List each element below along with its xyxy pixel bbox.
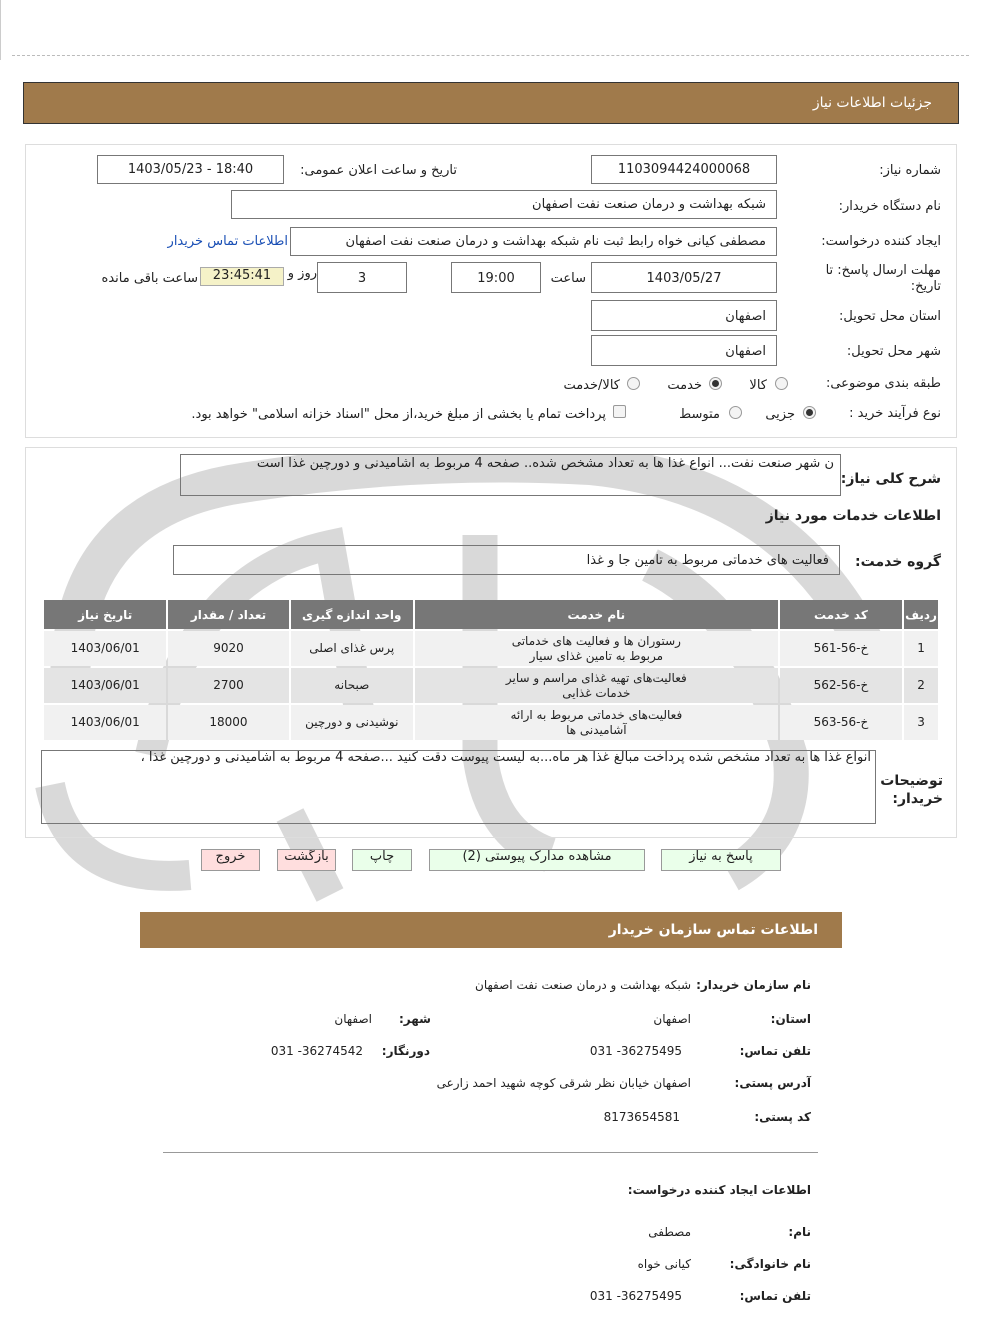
org-value: شبکه بهداشت و درمان صنعت نفت اصفهان	[475, 978, 691, 992]
category-label: طبقه بندی موضوعی:	[825, 376, 941, 391]
city-field: اصفهان	[591, 335, 777, 366]
contact-province-label: استان:	[770, 1012, 811, 1026]
process-radio-minor[interactable]	[803, 406, 816, 419]
table-row	[44, 705, 938, 740]
top-divider	[12, 55, 969, 56]
deadline-time-label: ساعت	[550, 271, 586, 286]
page-header	[23, 82, 959, 124]
attachments-button[interactable]: مشاهده مدارک پیوستی (2)	[429, 849, 645, 871]
contact-phone-label: تلفن تماس:	[739, 1044, 811, 1058]
payment-note: پرداخت تمام یا بخشی از مبلغ خرید،از محل "اسناد خزانه اسلامی" خواهد بود.	[191, 407, 606, 422]
cell-unit: پرس غذای اصلی	[291, 631, 413, 666]
creator-family-value: کیانی خواه	[637, 1257, 691, 1271]
service-group-field: فعالیت های خدماتی مربوط به تامین جا و غذا	[173, 545, 840, 575]
col-header-row: ردیف	[904, 600, 938, 629]
need-number-label: شماره نیاز:	[879, 163, 941, 178]
org-label: نام سازمان خریدار:	[696, 978, 811, 992]
province-field: اصفهان	[591, 300, 777, 331]
need-number-field: 1103094424000068	[591, 155, 777, 184]
buyer-field: شبکه بهداشت و درمان صنعت نفت اصفهان	[231, 190, 777, 219]
cell-code: خ-56-562	[780, 668, 902, 703]
province-label: استان محل تحویل:	[839, 309, 941, 324]
contact-section-header	[140, 912, 842, 948]
deadline-date-field: 1403/05/27	[591, 262, 777, 293]
announce-label: تاریخ و ساعت اعلان عمومی:	[300, 163, 457, 178]
category-option-goods: کالا	[749, 378, 767, 393]
city-label: شهر محل تحویل:	[846, 344, 941, 359]
postal-label: کد پستی:	[754, 1110, 811, 1124]
contact-city-label: شهر:	[399, 1012, 431, 1026]
cell-row: 2	[904, 668, 938, 703]
page-edge-line	[0, 0, 1, 60]
cell-name: فعالیت‌های تهیه غذای مراسم و سایر خدمات غذایی	[415, 668, 778, 703]
category-radio-both[interactable]	[627, 377, 640, 390]
service-group-label: گروه خدمت:	[855, 554, 941, 570]
category-option-both: کالا/خدمت	[563, 378, 620, 393]
days-field: 3	[317, 262, 407, 293]
contact-section-title: اطلاعات تماس سازمان خریدار	[608, 922, 818, 938]
buyer-notes-label: توضیحات خریدار:	[880, 773, 943, 807]
creator-name-value: مصطفی	[648, 1225, 691, 1239]
cell-unit: صبحانه	[291, 668, 413, 703]
process-option-medium: متوسط	[679, 407, 720, 422]
services-heading: اطلاعات خدمات مورد نیاز	[765, 508, 941, 524]
remaining-label: ساعت باقی مانده	[101, 271, 198, 286]
creator-label: ایجاد کننده درخواست:	[821, 234, 941, 249]
page-title: جزئیات اطلاعات نیاز	[812, 95, 932, 111]
creator-family-label: نام خانوادگی:	[729, 1257, 811, 1271]
section-divider	[163, 1152, 818, 1153]
cell-date: 1403/06/01	[44, 705, 166, 740]
col-header-date: تاریخ نیاز	[44, 600, 166, 629]
table-row	[44, 668, 938, 703]
table-row	[44, 631, 938, 666]
buyer-notes-field: ، انواع غذا ها به تعداد مشخص شده پرداخت مبالغ غذا هر ماه...به لیست پیوست دقت کنید ...صفحه 4 مربوط به اشامیدنی و دورچین غذا	[41, 750, 876, 824]
payment-checkbox[interactable]	[613, 405, 626, 418]
fax-label: دورنگار:	[381, 1044, 430, 1058]
cell-row: 1	[904, 631, 938, 666]
category-radio-goods[interactable]	[775, 377, 788, 390]
process-radio-medium[interactable]	[729, 406, 742, 419]
reply-button[interactable]: پاسخ به نیاز	[661, 849, 781, 871]
col-header-qty: تعداد / مقدار	[168, 600, 288, 629]
cell-date: 1403/06/01	[44, 668, 166, 703]
cell-date: 1403/06/01	[44, 631, 166, 666]
remaining-timer: 23:45:41	[200, 267, 284, 286]
cell-qty: 18000	[168, 705, 288, 740]
description-label: شرح کلی نیاز:	[840, 471, 941, 487]
cell-name: فعالیت‌های خدماتی مربوط به ارائه آشامیدنی ها	[415, 705, 778, 740]
contact-phone-value: 031 -36275495	[589, 1044, 682, 1058]
cell-qty: 2700	[168, 668, 288, 703]
creator-phone-label: تلفن تماس:	[739, 1289, 811, 1303]
cell-unit: نوشیدنی و دورچین	[291, 705, 413, 740]
process-label: نوع فرآیند خرید :	[849, 406, 941, 421]
col-header-unit: واحد اندازه گیری	[291, 600, 413, 629]
creator-name-label: نام:	[788, 1225, 811, 1239]
category-option-service: خدمت	[667, 378, 702, 393]
col-header-code: کد خدمت	[780, 600, 902, 629]
contact-province-value: اصفهان	[653, 1012, 691, 1026]
print-button[interactable]: چاپ	[352, 849, 412, 871]
fax-value: 031 -36274542	[270, 1044, 363, 1058]
postal-value: 8173654581	[603, 1110, 680, 1124]
creator-phone-value: 031 -36275495	[589, 1289, 682, 1303]
creator-section-title: اطلاعات ایجاد کننده درخواست:	[627, 1183, 811, 1197]
cell-name: رستوران ها و فعالیت های خدماتی مربوط به تامین غذای سیار	[415, 631, 778, 666]
cell-code: خ-56-561	[780, 631, 902, 666]
category-radio-service[interactable]	[709, 377, 722, 390]
deadline-time-field: 19:00	[451, 262, 541, 293]
cell-qty: 9020	[168, 631, 288, 666]
table-header-row	[44, 600, 938, 629]
cell-code: خ-56-563	[780, 705, 902, 740]
buyer-label: نام دستگاه خریدار:	[838, 199, 941, 214]
deadline-label: مهلت ارسال پاسخ: تا تاریخ:	[825, 263, 941, 294]
address-value: اصفهان خیابان نظر شرقی کوچه شهید احمد زارعی	[436, 1076, 691, 1090]
cell-row: 3	[904, 705, 938, 740]
buyer-contact-link[interactable]: اطلاعات تماس خریدار	[167, 234, 288, 249]
contact-city-value: اصفهان	[334, 1012, 372, 1026]
services-table	[42, 598, 940, 742]
address-label: آدرس پستی:	[734, 1076, 811, 1090]
exit-button[interactable]: خروج	[201, 849, 260, 871]
days-label: روز و	[287, 266, 317, 281]
process-option-minor: جزیی	[765, 407, 795, 422]
col-header-name: نام خدمت	[415, 600, 778, 629]
back-button[interactable]: بازگشت	[277, 849, 336, 871]
description-field: ن شهر صنعت نفت... انواع غذا ها به تعداد مشخص شده.. صفحه 4 مربوط به اشامیدنی و دورچین غذا است	[180, 454, 841, 496]
creator-field: مصطفی کیانی خواه رابط ثبت نام شبکه بهداشت و درمان صنعت نفت اصفهان	[290, 227, 777, 256]
announce-field: 1403/05/23 - 18:40	[97, 155, 284, 184]
